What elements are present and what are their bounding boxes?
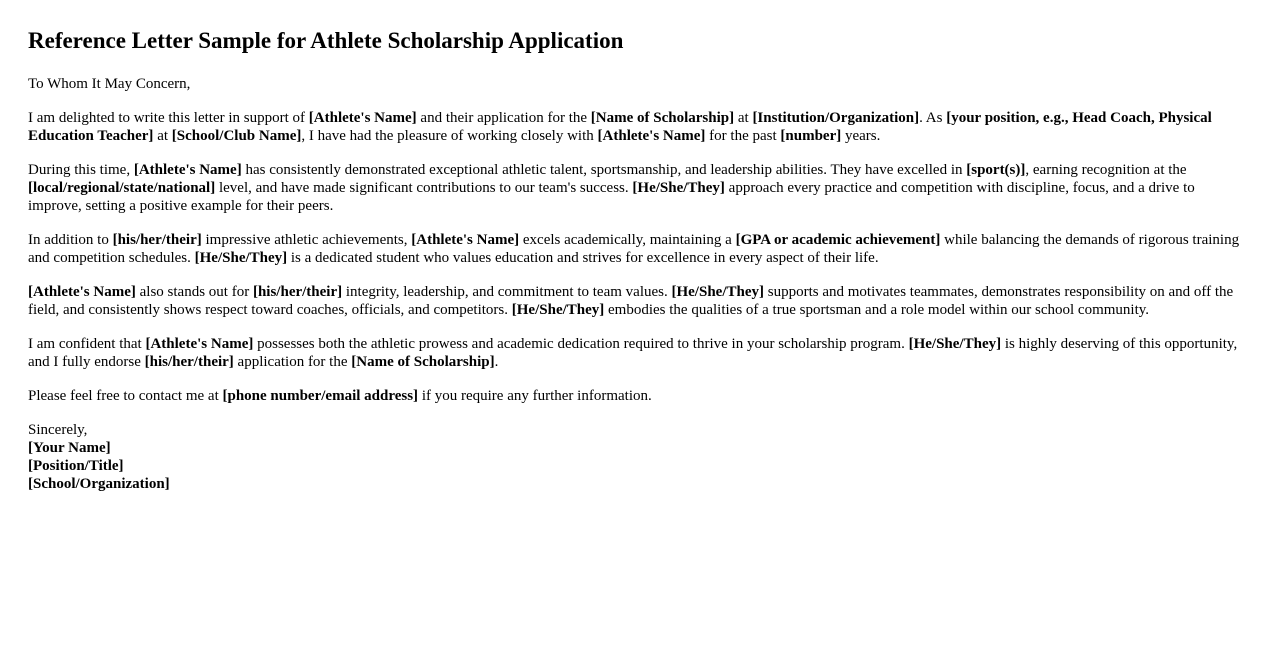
placeholder-field: [Name of Scholarship] <box>590 110 735 126</box>
text-run: application for the <box>233 354 352 370</box>
placeholder-field: [phone number/email address] <box>222 388 419 404</box>
text-run: if you require any further information. <box>418 388 652 404</box>
text-run: is highly deserving of this opportunity, and I fully endorse <box>28 336 1238 370</box>
placeholder-field: [your position, e.g., Head Coach, Physical Education Teacher] <box>28 110 1212 144</box>
text-run: while balancing the demands of rigorous training and competition schedules. <box>28 232 1240 266</box>
placeholder-field: [sport(s)] <box>966 162 1026 178</box>
placeholder-field: [his/her/their] <box>144 354 234 370</box>
signature-name: [Your Name] <box>28 440 111 456</box>
text-run: years. <box>841 128 881 144</box>
text-run: also stands out for <box>135 284 253 300</box>
text-run: In addition to <box>28 232 113 248</box>
text-run: excels academically, maintaining a <box>519 232 736 248</box>
text-run: possesses both the athletic prowess and academic dedication required to thrive in your scholarship program. <box>253 336 909 352</box>
paragraph-support <box>28 109 1250 145</box>
text-run: I am delighted to write this letter in support of <box>28 110 309 126</box>
text-run: integrity, leadership, and commitment to team values. <box>342 284 672 300</box>
text-run: and their application for the <box>416 110 591 126</box>
text-run: for the past <box>705 128 781 144</box>
paragraph-contact <box>28 387 1250 405</box>
placeholder-field: [Institution/Organization] <box>752 110 920 126</box>
text-run: approach every practice and competition with discipline, focus, and a drive to improve, setting a positive example for their peers. <box>28 180 1195 214</box>
text-run: Please feel free to contact me at <box>28 388 223 404</box>
signature-block <box>28 421 1250 493</box>
placeholder-field: [School/Club Name] <box>171 128 302 144</box>
text-run: supports and motivates teammates, demonstrates responsibility on and off the field, and consistently shows respect toward coaches, officials, and competitors. <box>28 284 1234 318</box>
paragraph-athletic-talent <box>28 161 1250 215</box>
text-run: , earning recognition at the <box>1025 162 1187 178</box>
placeholder-field: [local/regional/state/national] <box>28 180 216 196</box>
signature-organization: [School/Organization] <box>28 476 170 492</box>
paragraph-endorsement <box>28 335 1250 371</box>
placeholder-field: [Athlete's Name] <box>597 128 706 144</box>
letter-body <box>28 109 1250 405</box>
placeholder-field: [his/her/their] <box>252 284 343 300</box>
greeting: To Whom It May Concern, <box>28 76 191 92</box>
text-run: . <box>494 354 499 370</box>
text-run: During this time, <box>28 162 134 178</box>
text-run: at <box>153 128 172 144</box>
placeholder-field: [his/her/their] <box>112 232 202 248</box>
text-run: embodies the qualities of a true sportsman and a role model within our school community. <box>604 302 1150 318</box>
placeholder-field: [He/She/They] <box>671 284 764 300</box>
placeholder-field: [Athlete's Name] <box>308 110 417 126</box>
placeholder-field: [Athlete's Name] <box>411 232 520 248</box>
closing: Sincerely, <box>28 422 88 438</box>
text-run: . As <box>919 110 947 126</box>
placeholder-field: [He/She/They] <box>194 250 288 266</box>
text-run: , I have had the pleasure of working closely with <box>301 128 598 144</box>
text-run: level, and have made significant contributions to our team's success. <box>215 180 633 196</box>
placeholder-field: [Name of Scholarship] <box>351 354 495 370</box>
signature-position: [Position/Title] <box>28 458 124 474</box>
page-title: Reference Letter Sample for Athlete Scholarship Application <box>28 28 624 53</box>
placeholder-field: [GPA or academic achievement] <box>735 232 941 248</box>
placeholder-field: [He/She/They] <box>632 180 725 196</box>
placeholder-field: [Athlete's Name] <box>28 284 136 300</box>
text-run: I am confident that <box>28 336 146 352</box>
placeholder-field: [He/She/They] <box>908 336 1002 352</box>
text-run: at <box>734 110 753 126</box>
placeholder-field: [He/She/They] <box>511 302 605 318</box>
placeholder-field: [number] <box>780 128 842 144</box>
placeholder-field: [Athlete's Name] <box>145 336 254 352</box>
placeholder-field: [Athlete's Name] <box>133 162 242 178</box>
paragraph-character <box>28 283 1250 319</box>
text-run: has consistently demonstrated exceptional athletic talent, sportsmanship, and leadership abilities. They have excelled in <box>241 162 967 178</box>
paragraph-academics <box>28 231 1250 267</box>
text-run: is a dedicated student who values education and strives for excellence in every aspect of their life. <box>287 250 879 266</box>
text-run: impressive athletic achievements, <box>201 232 412 248</box>
